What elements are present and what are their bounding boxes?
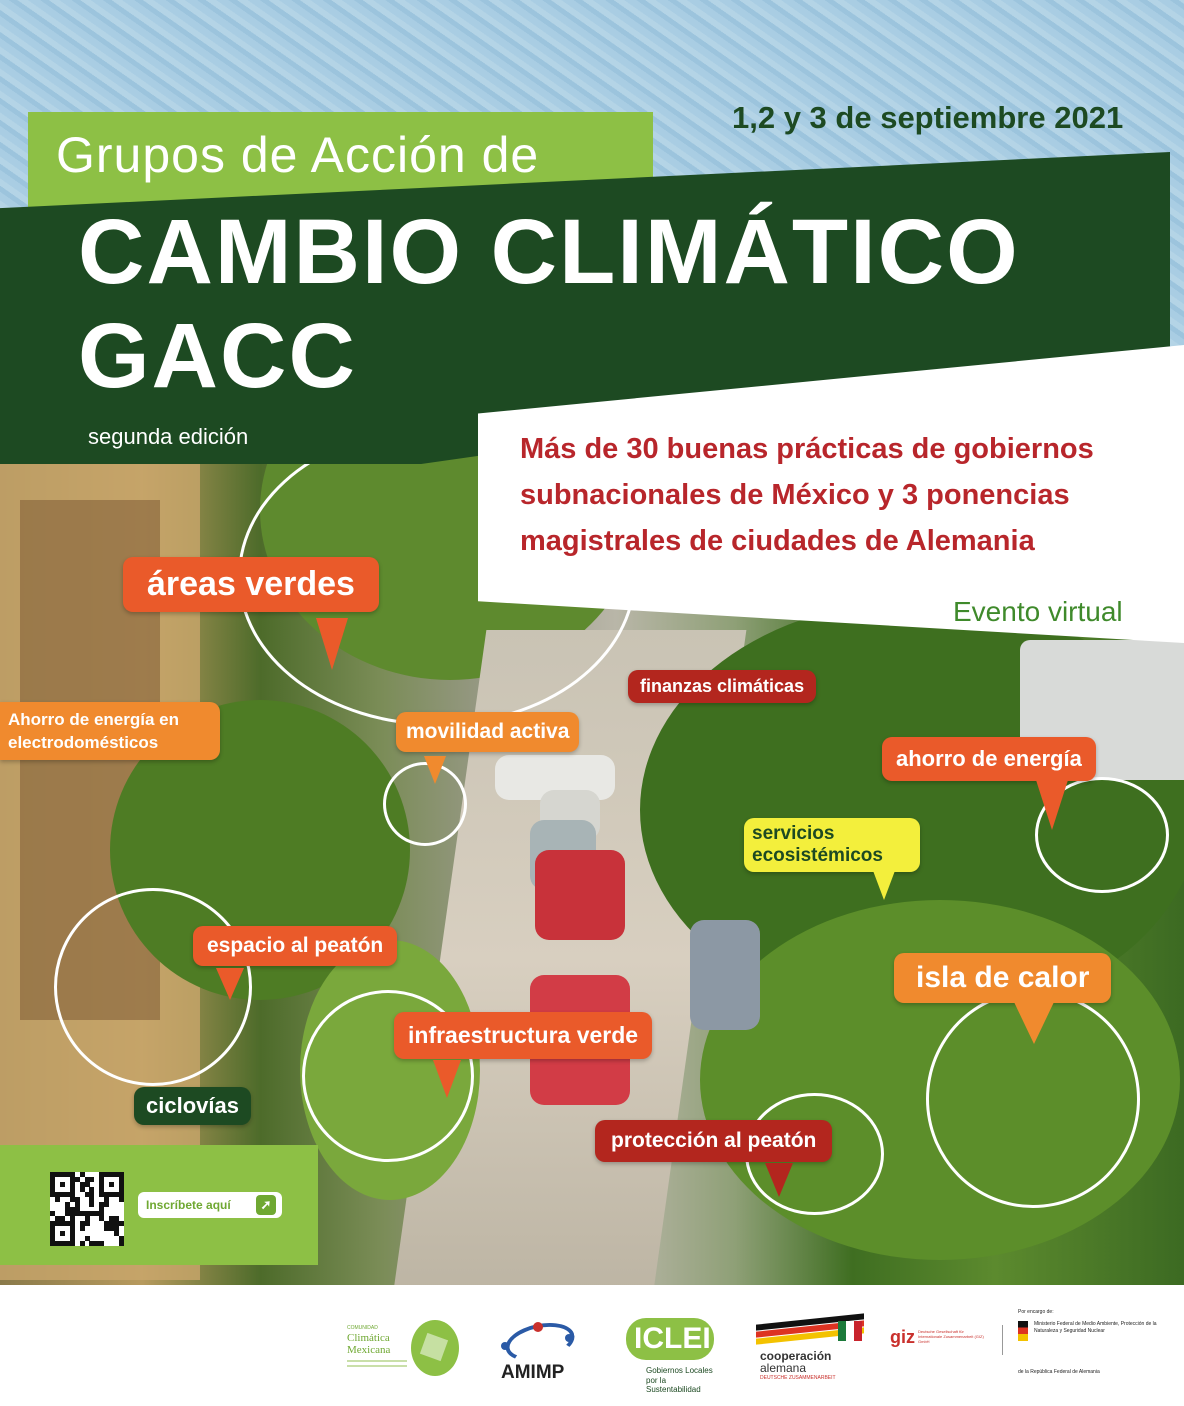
qr-cell xyxy=(60,1182,65,1187)
ccm-small: COMUNIDAD xyxy=(347,1325,378,1331)
qr-cell xyxy=(60,1231,65,1236)
register-button-label: Inscríbete aquí xyxy=(146,1198,231,1212)
title-line-3: GACC xyxy=(78,305,357,407)
logo-cooperacion-alemana xyxy=(756,1319,864,1385)
tag-pointer xyxy=(424,756,446,784)
ccm-line2: Mexicana xyxy=(347,1344,391,1356)
qr-cell xyxy=(89,1202,94,1207)
qr-cell xyxy=(80,1241,85,1246)
tag-movilidad-activa: movilidad activa xyxy=(396,712,579,752)
giz-sub: Deutsche Gesellschaft für Internationale Zusammenarbeit (GIZ) GmbH xyxy=(918,1329,984,1344)
tag-proteccion-peaton: protección al peatón xyxy=(595,1120,832,1162)
tag-pointer xyxy=(316,618,348,670)
title-line-2: CAMBIO CLIMÁTICO xyxy=(78,201,1020,303)
bmu-text: Ministerio Federal de Medio Ambiente, Protección de la Naturaleza y Seguridad Nuclear xyxy=(1034,1321,1157,1334)
qr-cell xyxy=(99,1241,104,1246)
qr-cell xyxy=(70,1241,75,1246)
iclei-sub2: por la Sustentabilidad xyxy=(646,1376,701,1394)
qr-cell xyxy=(104,1202,109,1207)
cursor-icon: ➚ xyxy=(256,1195,276,1215)
tag-ciclovias: ciclovías xyxy=(134,1087,251,1125)
qr-cell xyxy=(89,1177,94,1182)
event-type: Evento virtual xyxy=(953,596,1123,627)
qr-code[interactable] xyxy=(50,1172,124,1246)
qr-cell xyxy=(55,1197,60,1202)
tag-espacio-peaton: espacio al peatón xyxy=(193,926,397,966)
register-button[interactable] xyxy=(138,1192,282,1218)
tag-servicios-ecosistemicos: servicios ecosistémicos xyxy=(744,818,920,872)
tag-ahorro-energia: ahorro de energía xyxy=(882,737,1096,781)
tag-pointer xyxy=(1036,780,1068,830)
logo-giz xyxy=(890,1327,990,1357)
tag-pointer xyxy=(765,1163,793,1197)
coop-line1: cooperación xyxy=(760,1349,832,1363)
logo-footer xyxy=(0,1285,1184,1406)
tag-ahorro-electrodomesticos: Ahorro de energía en electrodomésticos xyxy=(0,702,220,760)
iclei-label: ICLEI xyxy=(634,1322,711,1355)
logo-iclei xyxy=(626,1318,722,1394)
eagle-icon xyxy=(1018,1321,1028,1341)
logo-amimp xyxy=(497,1320,581,1384)
iclei-sub1: Gobiernos Locales xyxy=(646,1366,713,1375)
amimp-label: AMIMP xyxy=(501,1362,565,1383)
logo-divider xyxy=(1002,1325,1003,1355)
tag-pointer xyxy=(872,868,896,900)
qr-cell xyxy=(85,1221,90,1226)
coop-line2: alemana xyxy=(760,1361,807,1375)
tag-pointer xyxy=(433,1060,461,1098)
event-date: 1,2 y 3 de septiembre 2021 xyxy=(732,100,1124,135)
qr-cell xyxy=(80,1226,85,1231)
coop-line3: DEUTSCHE ZUSAMMENARBEIT xyxy=(760,1375,836,1381)
edition-label: segunda edición xyxy=(88,424,249,449)
tag-finanzas-climaticas: finanzas climáticas xyxy=(628,670,816,703)
tag-pointer xyxy=(216,968,244,1000)
qr-cell xyxy=(109,1182,114,1187)
ccm-line1: Climática xyxy=(347,1332,390,1344)
tag-pointer xyxy=(1014,1002,1054,1044)
lead-text: Más de 30 buenas prácticas de gobiernos subnacionales de México y 3 ponencias magistrales de ciudades de Alemania xyxy=(520,433,1094,557)
logo-comunidad-climatica xyxy=(345,1320,460,1380)
tag-isla-calor: isla de calor xyxy=(894,953,1111,1003)
qr-cell xyxy=(119,1197,124,1202)
bmu-footer: de la República Federal de Alemania xyxy=(1018,1369,1100,1375)
bmu-header: Por encargo de: xyxy=(1018,1309,1054,1315)
giz-label: giz xyxy=(890,1327,915,1347)
tag-areas-verdes: áreas verdes xyxy=(123,557,379,612)
qr-cell xyxy=(119,1221,124,1226)
qr-cell xyxy=(119,1241,124,1246)
tag-infraestructura-verde: infraestructura verde xyxy=(394,1012,652,1059)
logo-bmu xyxy=(1018,1309,1158,1379)
title-line-1: Grupos de Acción de xyxy=(56,127,540,183)
